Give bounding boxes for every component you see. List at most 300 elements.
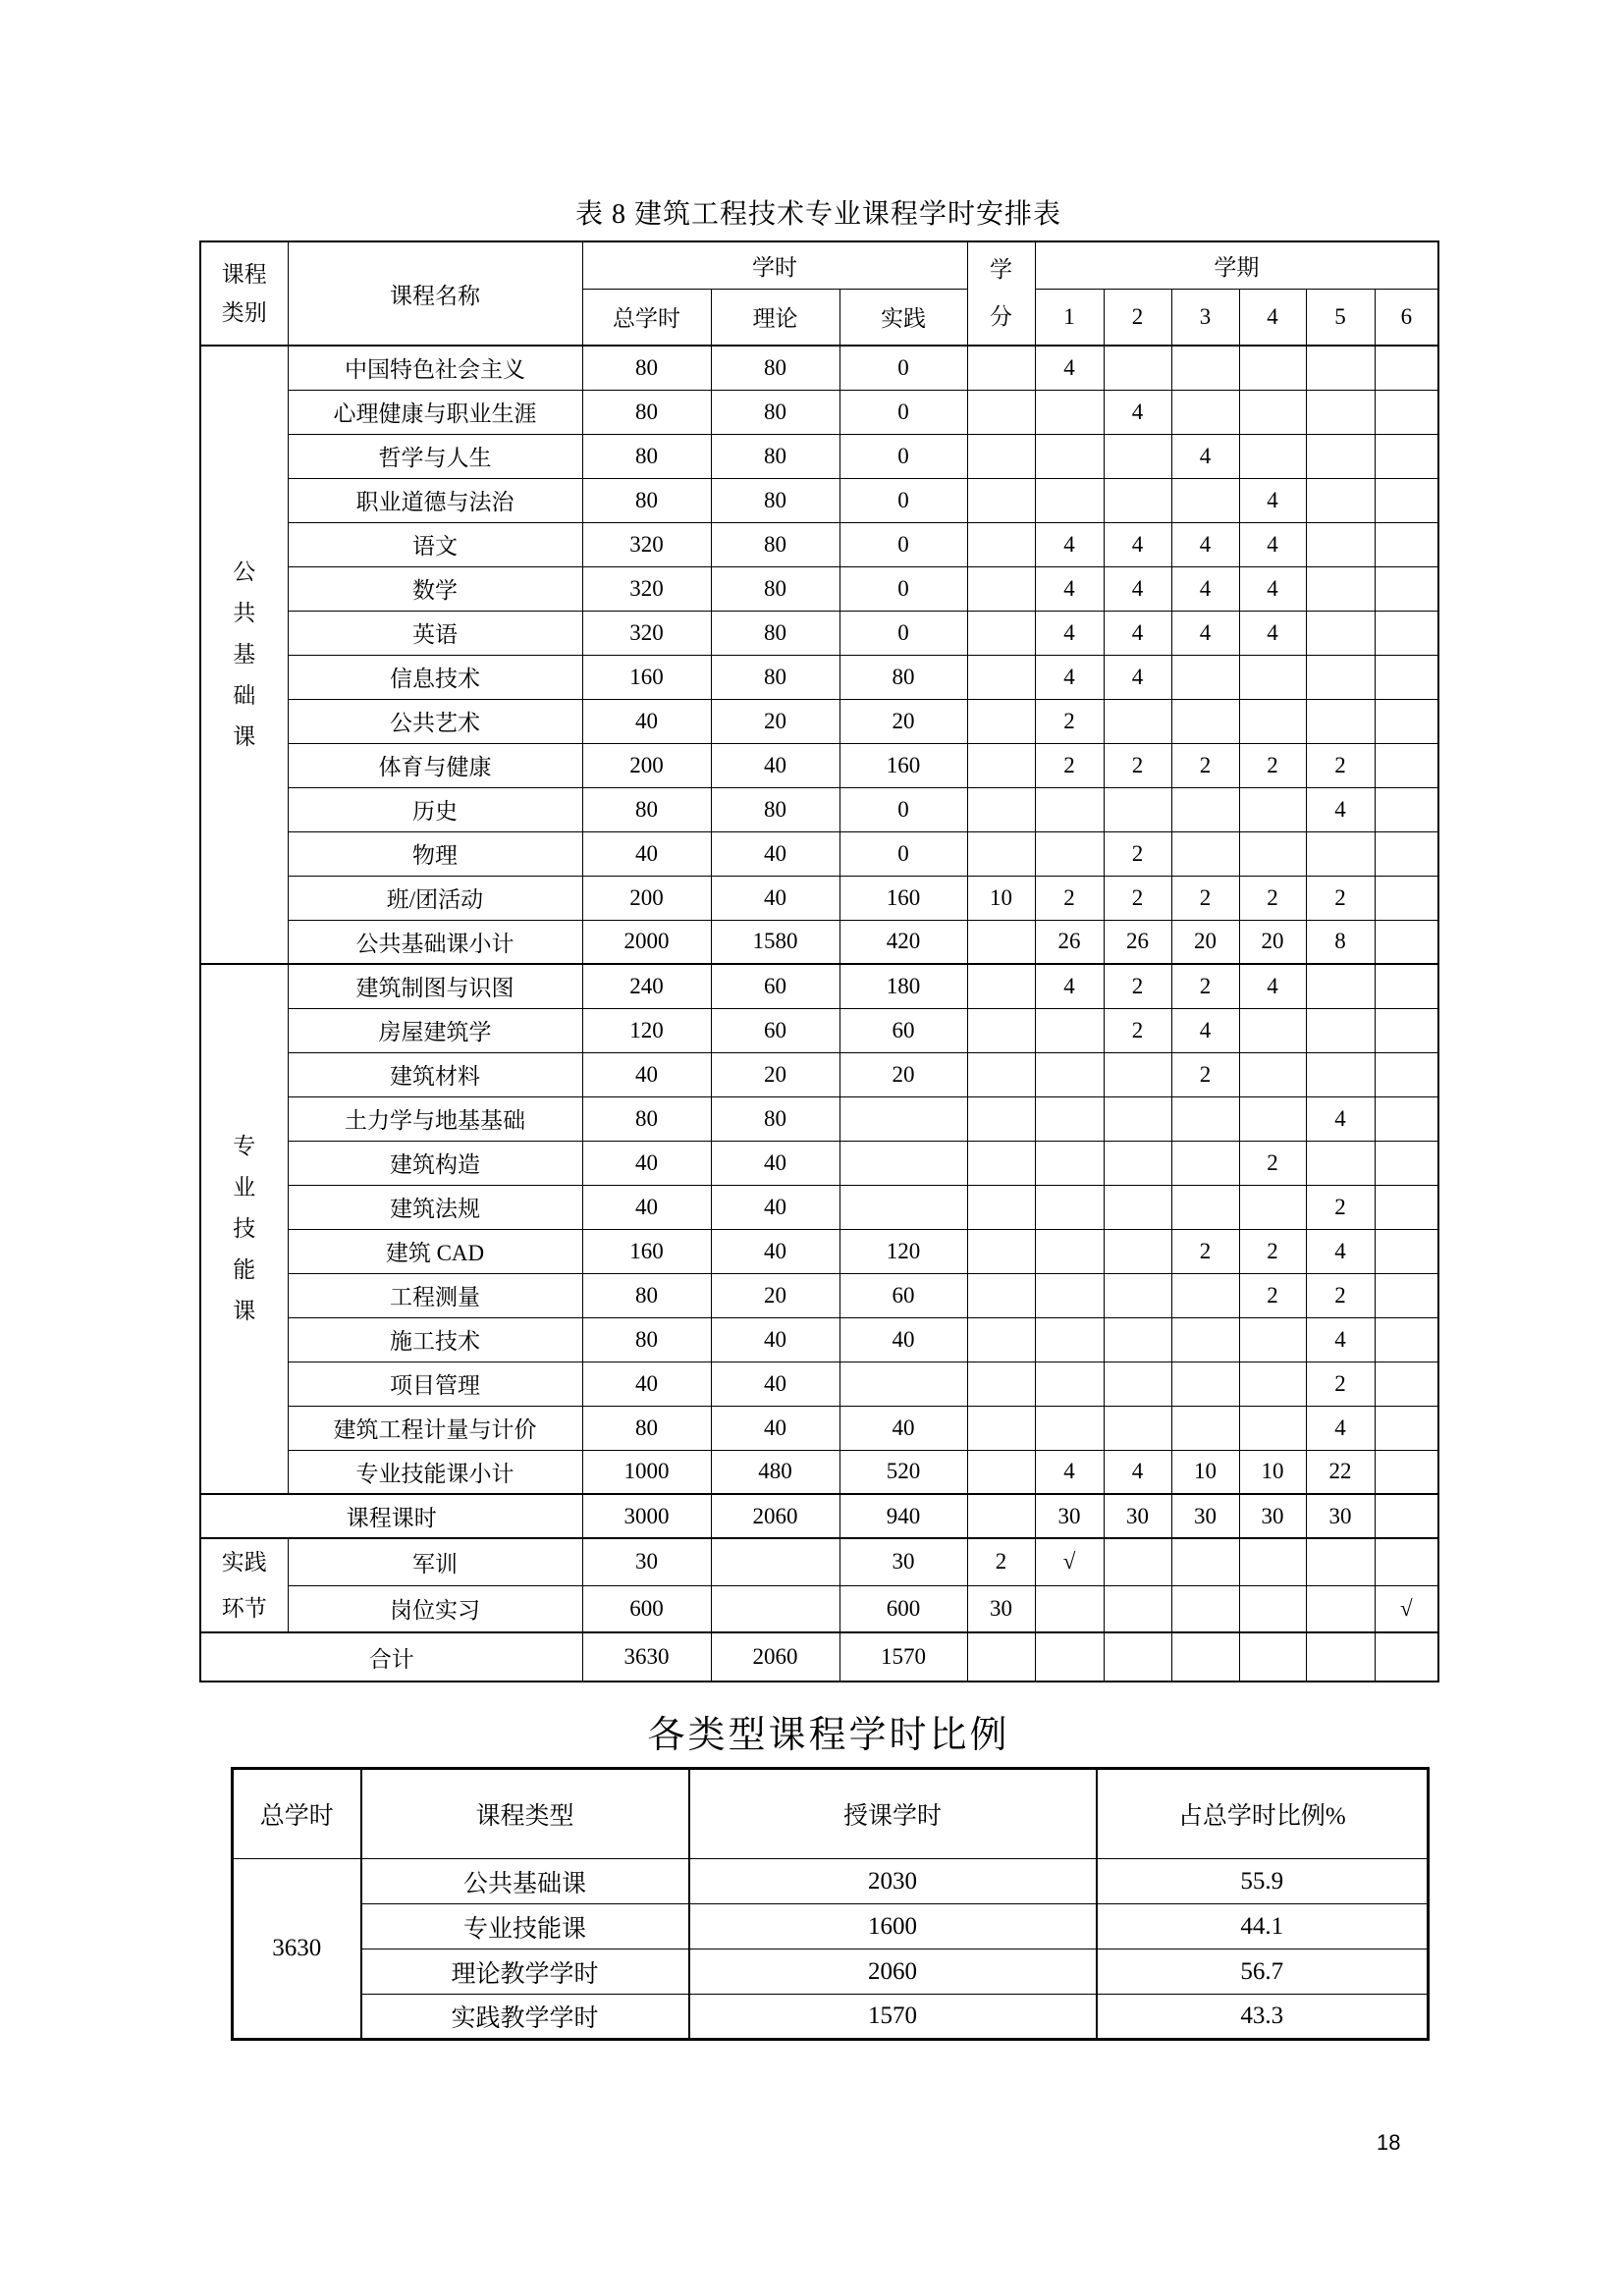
- summary-row: [233, 1949, 1429, 1995]
- practice-hours-cell: 420: [839, 920, 967, 964]
- semester-cell: [1375, 611, 1438, 655]
- semester-cell: 30: [1035, 1494, 1104, 1538]
- semester-cell: [1104, 1052, 1171, 1096]
- course-name-cell: 专业技能课小计: [288, 1450, 582, 1494]
- semester-cell: [1104, 1273, 1171, 1317]
- summary-row: [233, 1995, 1429, 2040]
- course-name-cell: 施工技术: [288, 1317, 582, 1362]
- semester-cell: [1375, 1273, 1438, 1317]
- practice-hours-cell: 160: [839, 876, 967, 920]
- course-row: [200, 1185, 1438, 1229]
- credit-cell: [967, 1406, 1035, 1450]
- semester-cell: [1375, 1362, 1438, 1406]
- total-hours-cell: 80: [582, 787, 711, 831]
- teaching-hours-cell: 2030: [689, 1859, 1097, 1904]
- course-name-cell: 哲学与人生: [288, 434, 582, 478]
- total-hours-cell: 3000: [582, 1494, 711, 1538]
- semester-cell: [1035, 1632, 1104, 1682]
- semester-cell: [1171, 699, 1239, 743]
- semester-cell: 4: [1035, 566, 1104, 611]
- semester-cell: [1035, 1585, 1104, 1632]
- total-hours-cell: 80: [582, 346, 711, 390]
- theory-hours-cell: 80: [711, 390, 839, 434]
- practice-hours-cell: 0: [839, 434, 967, 478]
- total-hours-cell: 320: [582, 522, 711, 566]
- semester-cell: [1375, 787, 1438, 831]
- course-name-cell: 军训: [288, 1538, 582, 1585]
- course-row: [200, 611, 1438, 655]
- credit-cell: [967, 1141, 1035, 1185]
- semester-cell: [1171, 1406, 1239, 1450]
- course-name-cell: 建筑构造: [288, 1141, 582, 1185]
- practice-hours-cell: 0: [839, 611, 967, 655]
- semester-cell: [1375, 1317, 1438, 1362]
- semester-cell: [1375, 1141, 1438, 1185]
- semester-cell: [1104, 1538, 1171, 1585]
- total-hours-cell: 80: [582, 1273, 711, 1317]
- practice-hours-cell: 0: [839, 566, 967, 611]
- practice-hours-cell: 1570: [839, 1632, 967, 1682]
- header-total-hours: 总学时: [582, 289, 711, 346]
- semester-cell: [1375, 1450, 1438, 1494]
- total-hours-cell: 200: [582, 743, 711, 787]
- semester-cell: 2: [1104, 831, 1171, 876]
- header-semester-6: 6: [1375, 289, 1438, 346]
- total-hours-cell: 30: [582, 1538, 711, 1585]
- theory-hours-cell: 40: [711, 1317, 839, 1362]
- percentage-cell: 55.9: [1097, 1859, 1429, 1904]
- semester-cell: [1306, 1585, 1375, 1632]
- course-name-cell: 岗位实习: [288, 1585, 582, 1632]
- course-row: [200, 1008, 1438, 1052]
- teaching-hours-cell: 2060: [689, 1949, 1097, 1995]
- theory-hours-cell: 40: [711, 831, 839, 876]
- header-practice: 实践: [839, 289, 967, 346]
- theory-hours-cell: [711, 1538, 839, 1585]
- course-name-cell: 历史: [288, 787, 582, 831]
- semester-cell: 2: [1035, 699, 1104, 743]
- semester-cell: 4: [1239, 611, 1306, 655]
- credit-cell: [967, 1096, 1035, 1141]
- semester-cell: [1306, 478, 1375, 522]
- table2-title: 各类型课程学时比例: [647, 1715, 1010, 1756]
- course-row: [200, 434, 1438, 478]
- course-type-cell: 理论教学学时: [361, 1949, 689, 1995]
- course-row: [200, 699, 1438, 743]
- semester-cell: [1104, 434, 1171, 478]
- credit-cell: [967, 1450, 1035, 1494]
- semester-cell: 2: [1239, 876, 1306, 920]
- semester-cell: [1104, 1229, 1171, 1273]
- semester-cell: 22: [1306, 1450, 1375, 1494]
- practice-hours-cell: 0: [839, 478, 967, 522]
- semester-cell: [1306, 699, 1375, 743]
- theory-hours-cell: 2060: [711, 1632, 839, 1682]
- semester-cell: [1239, 787, 1306, 831]
- semester-cell: [1171, 1096, 1239, 1141]
- table1-title: 表 8 建筑工程技术专业课程学时安排表: [574, 199, 1061, 230]
- course-total-row: [200, 1494, 1438, 1538]
- semester-cell: [1375, 1229, 1438, 1273]
- total-hours-cell: 80: [582, 1096, 711, 1141]
- semester-cell: [1306, 831, 1375, 876]
- course-name-cell: 建筑法规: [288, 1185, 582, 1229]
- total-hours-cell: 40: [582, 699, 711, 743]
- semester-cell: 2: [1239, 1141, 1306, 1185]
- semester-cell: 2: [1171, 743, 1239, 787]
- semester-cell: [1375, 831, 1438, 876]
- credit-cell: [967, 390, 1035, 434]
- header-semester-4: 4: [1239, 289, 1306, 346]
- course-row: [200, 1450, 1438, 1494]
- theory-hours-cell: 40: [711, 743, 839, 787]
- semester-cell: 4: [1104, 655, 1171, 699]
- semester-cell: [1104, 1362, 1171, 1406]
- credit-cell: [967, 699, 1035, 743]
- course-row: [200, 1052, 1438, 1096]
- practice-hours-cell: 20: [839, 1052, 967, 1096]
- semester-cell: [1306, 566, 1375, 611]
- header-semester-3: 3: [1171, 289, 1239, 346]
- semester-cell: [1104, 1585, 1171, 1632]
- theory-hours-cell: 80: [711, 566, 839, 611]
- total-hours-cell: 80: [582, 1317, 711, 1362]
- semester-cell: [1375, 522, 1438, 566]
- section-label-cell: 公共基础课: [200, 346, 288, 964]
- header-semester-5: 5: [1306, 289, 1375, 346]
- semester-cell: 4: [1104, 1450, 1171, 1494]
- semester-cell: 4: [1104, 390, 1171, 434]
- total-hours-cell: 240: [582, 964, 711, 1008]
- credit-cell: [967, 346, 1035, 390]
- course-name-cell: 建筑材料: [288, 1052, 582, 1096]
- semester-cell: 2: [1306, 876, 1375, 920]
- semester-cell: 2: [1035, 876, 1104, 920]
- course-row: [200, 1406, 1438, 1450]
- practice-hours-cell: 0: [839, 831, 967, 876]
- semester-cell: [1171, 478, 1239, 522]
- credit-cell: [967, 1632, 1035, 1682]
- semester-cell: 30: [1239, 1494, 1306, 1538]
- credit-cell: [967, 1317, 1035, 1362]
- course-name-cell: 土力学与地基基础: [288, 1096, 582, 1141]
- semester-cell: 2: [1306, 1362, 1375, 1406]
- total-hours-cell: 320: [582, 611, 711, 655]
- practice-row: [200, 1538, 1438, 1585]
- credit-cell: [967, 478, 1035, 522]
- semester-cell: √: [1375, 1585, 1438, 1632]
- total-hours-cell: 40: [582, 1185, 711, 1229]
- semester-cell: 26: [1035, 920, 1104, 964]
- hours-proportion-table: [231, 1767, 1430, 2041]
- header-total-hours: 总学时: [233, 1769, 361, 1859]
- semester-cell: [1035, 1185, 1104, 1229]
- total-hours-cell: 80: [582, 434, 711, 478]
- semester-cell: [1239, 699, 1306, 743]
- semester-cell: [1104, 1632, 1171, 1682]
- credit-cell: 30: [967, 1585, 1035, 1632]
- section-label-cell: 专业技能课: [200, 964, 288, 1494]
- total-hours-cell: 600: [582, 1585, 711, 1632]
- theory-hours-cell: 1580: [711, 920, 839, 964]
- credit-cell: [967, 522, 1035, 566]
- semester-cell: 2: [1035, 743, 1104, 787]
- total-hours-cell: 120: [582, 1008, 711, 1052]
- semester-cell: [1104, 1141, 1171, 1185]
- semester-cell: [1375, 920, 1438, 964]
- theory-hours-cell: 80: [711, 1096, 839, 1141]
- theory-hours-cell: 480: [711, 1450, 839, 1494]
- semester-cell: [1239, 1362, 1306, 1406]
- course-row: [200, 566, 1438, 611]
- practice-hours-cell: 40: [839, 1317, 967, 1362]
- course-name-cell: 合计: [200, 1632, 582, 1682]
- theory-hours-cell: 60: [711, 1008, 839, 1052]
- semester-cell: [1239, 346, 1306, 390]
- semester-cell: [1171, 1273, 1239, 1317]
- credit-cell: [967, 1052, 1035, 1096]
- semester-cell: 2: [1171, 1052, 1239, 1096]
- semester-cell: 10: [1239, 1450, 1306, 1494]
- percentage-cell: 43.3: [1097, 1995, 1429, 2040]
- semester-cell: 4: [1035, 346, 1104, 390]
- semester-cell: [1239, 655, 1306, 699]
- semester-cell: [1104, 1096, 1171, 1141]
- semester-cell: [1104, 1317, 1171, 1362]
- course-name-cell: 信息技术: [288, 655, 582, 699]
- semester-cell: [1239, 1317, 1306, 1362]
- course-row: [200, 1096, 1438, 1141]
- percentage-cell: 56.7: [1097, 1949, 1429, 1995]
- semester-cell: [1306, 522, 1375, 566]
- semester-cell: 4: [1239, 964, 1306, 1008]
- semester-cell: [1375, 1008, 1438, 1052]
- course-name-cell: 工程测量: [288, 1273, 582, 1317]
- semester-cell: [1035, 1141, 1104, 1185]
- semester-cell: [1171, 1141, 1239, 1185]
- theory-hours-cell: 80: [711, 611, 839, 655]
- semester-cell: 4: [1035, 611, 1104, 655]
- semester-cell: [1104, 346, 1171, 390]
- semester-cell: [1375, 1052, 1438, 1096]
- theory-hours-cell: 60: [711, 964, 839, 1008]
- semester-cell: 4: [1171, 611, 1239, 655]
- course-type-cell: 专业技能课: [361, 1904, 689, 1949]
- semester-cell: 2: [1239, 743, 1306, 787]
- semester-cell: [1035, 1008, 1104, 1052]
- semester-cell: [1375, 876, 1438, 920]
- semester-cell: [1035, 390, 1104, 434]
- semester-cell: [1239, 434, 1306, 478]
- practice-hours-cell: 40: [839, 1406, 967, 1450]
- semester-cell: [1375, 1096, 1438, 1141]
- semester-cell: 4: [1035, 522, 1104, 566]
- grand-total-row: [200, 1632, 1438, 1682]
- semester-cell: [1171, 1585, 1239, 1632]
- practice-hours-cell: 60: [839, 1008, 967, 1052]
- semester-cell: 8: [1306, 920, 1375, 964]
- semester-cell: 4: [1306, 1406, 1375, 1450]
- semester-cell: 2: [1239, 1273, 1306, 1317]
- header-course-type: 课程类型: [361, 1769, 689, 1859]
- credit-cell: 2: [967, 1538, 1035, 1585]
- practice-hours-cell: 20: [839, 699, 967, 743]
- semester-cell: 4: [1239, 522, 1306, 566]
- header-category: 课程类别: [200, 241, 288, 346]
- course-name-cell: 公共艺术: [288, 699, 582, 743]
- semester-cell: [1239, 1406, 1306, 1450]
- semester-cell: 4: [1306, 787, 1375, 831]
- summary-row: [233, 1859, 1429, 1904]
- course-name-cell: 建筑 CAD: [288, 1229, 582, 1273]
- semester-cell: [1239, 1632, 1306, 1682]
- semester-cell: [1171, 1185, 1239, 1229]
- total-hours-cell: 200: [582, 876, 711, 920]
- semester-cell: 4: [1171, 434, 1239, 478]
- semester-cell: [1375, 1494, 1438, 1538]
- course-row: [200, 1362, 1438, 1406]
- course-name-cell: 公共基础课小计: [288, 920, 582, 964]
- theory-hours-cell: 40: [711, 1141, 839, 1185]
- semester-cell: [1375, 743, 1438, 787]
- semester-cell: [1306, 434, 1375, 478]
- course-row: [200, 787, 1438, 831]
- course-type-cell: 实践教学学时: [361, 1995, 689, 2040]
- semester-cell: [1104, 1185, 1171, 1229]
- total-hours-cell: 80: [582, 478, 711, 522]
- semester-cell: [1306, 1141, 1375, 1185]
- semester-cell: [1104, 699, 1171, 743]
- course-row: [200, 1273, 1438, 1317]
- semester-cell: 30: [1104, 1494, 1171, 1538]
- semester-cell: [1375, 1406, 1438, 1450]
- course-name-cell: 英语: [288, 611, 582, 655]
- practice-hours-cell: 60: [839, 1273, 967, 1317]
- total-hours-cell: 40: [582, 1141, 711, 1185]
- total-hours-cell: 1000: [582, 1450, 711, 1494]
- course-row: [200, 831, 1438, 876]
- course-name-cell: 心理健康与职业生涯: [288, 390, 582, 434]
- semester-cell: [1171, 1317, 1239, 1362]
- semester-cell: 4: [1104, 611, 1171, 655]
- practice-hours-cell: 940: [839, 1494, 967, 1538]
- semester-cell: [1375, 434, 1438, 478]
- semester-cell: [1306, 655, 1375, 699]
- page-number: 18: [1377, 2130, 1401, 2155]
- course-name-cell: 建筑制图与识图: [288, 964, 582, 1008]
- semester-cell: 2: [1306, 743, 1375, 787]
- semester-cell: 2: [1171, 964, 1239, 1008]
- course-name-cell: 中国特色社会主义: [288, 346, 582, 390]
- course-name-cell: 数学: [288, 566, 582, 611]
- total-hours-cell: 80: [582, 1406, 711, 1450]
- course-row: [200, 743, 1438, 787]
- credit-cell: [967, 566, 1035, 611]
- semester-cell: [1375, 699, 1438, 743]
- semester-cell: 2: [1104, 743, 1171, 787]
- theory-hours-cell: 40: [711, 1229, 839, 1273]
- semester-cell: [1104, 1406, 1171, 1450]
- semester-cell: [1306, 346, 1375, 390]
- semester-cell: [1035, 1406, 1104, 1450]
- course-row: [200, 522, 1438, 566]
- teaching-hours-cell: 1570: [689, 1995, 1097, 2040]
- semester-cell: 4: [1306, 1229, 1375, 1273]
- semester-cell: [1035, 1273, 1104, 1317]
- total-hours-cell: 40: [582, 1052, 711, 1096]
- credit-cell: [967, 831, 1035, 876]
- semester-cell: [1035, 787, 1104, 831]
- theory-hours-cell: 80: [711, 346, 839, 390]
- semester-cell: [1239, 1538, 1306, 1585]
- header-semester-1: 1: [1035, 289, 1104, 346]
- credit-cell: [967, 1229, 1035, 1273]
- semester-cell: [1035, 1052, 1104, 1096]
- header-credit: 学分: [967, 241, 1035, 346]
- theory-hours-cell: 40: [711, 1362, 839, 1406]
- credit-cell: [967, 1362, 1035, 1406]
- credit-cell: [967, 1494, 1035, 1538]
- semester-cell: [1239, 1185, 1306, 1229]
- course-name-cell: 课程课时: [200, 1494, 582, 1538]
- theory-hours-cell: 40: [711, 876, 839, 920]
- semester-cell: [1239, 390, 1306, 434]
- practice-hours-cell: 600: [839, 1585, 967, 1632]
- course-row: [200, 1141, 1438, 1185]
- theory-hours-cell: 20: [711, 699, 839, 743]
- theory-hours-cell: 40: [711, 1406, 839, 1450]
- course-row: [200, 1229, 1438, 1273]
- practice-hours-cell: [839, 1141, 967, 1185]
- semester-cell: 4: [1171, 1008, 1239, 1052]
- practice-hours-cell: [839, 1185, 967, 1229]
- semester-cell: [1035, 434, 1104, 478]
- semester-cell: [1171, 655, 1239, 699]
- semester-cell: [1104, 787, 1171, 831]
- semester-cell: [1035, 1317, 1104, 1362]
- theory-hours-cell: 80: [711, 478, 839, 522]
- semester-cell: [1035, 1096, 1104, 1141]
- semester-cell: [1171, 390, 1239, 434]
- semester-cell: [1306, 1538, 1375, 1585]
- semester-cell: 30: [1306, 1494, 1375, 1538]
- semester-cell: [1171, 1362, 1239, 1406]
- course-row: [200, 346, 1438, 390]
- semester-cell: 4: [1104, 522, 1171, 566]
- semester-cell: [1375, 390, 1438, 434]
- credit-cell: 10: [967, 876, 1035, 920]
- credit-cell: [967, 1185, 1035, 1229]
- semester-cell: [1171, 787, 1239, 831]
- semester-cell: 4: [1035, 655, 1104, 699]
- semester-cell: [1035, 1362, 1104, 1406]
- course-hours-table: [199, 240, 1439, 1682]
- course-name-cell: 物理: [288, 831, 582, 876]
- semester-cell: 20: [1171, 920, 1239, 964]
- semester-cell: 2: [1171, 876, 1239, 920]
- semester-cell: [1375, 1538, 1438, 1585]
- semester-cell: 2: [1306, 1273, 1375, 1317]
- semester-cell: 26: [1104, 920, 1171, 964]
- total-hours-cell: 3630: [582, 1632, 711, 1682]
- theory-hours-cell: 80: [711, 434, 839, 478]
- semester-cell: 10: [1171, 1450, 1239, 1494]
- semester-cell: [1306, 1052, 1375, 1096]
- percentage-cell: 44.1: [1097, 1904, 1429, 1949]
- semester-cell: [1306, 1632, 1375, 1682]
- theory-hours-cell: 2060: [711, 1494, 839, 1538]
- header-semester-group: 学期: [1035, 241, 1438, 289]
